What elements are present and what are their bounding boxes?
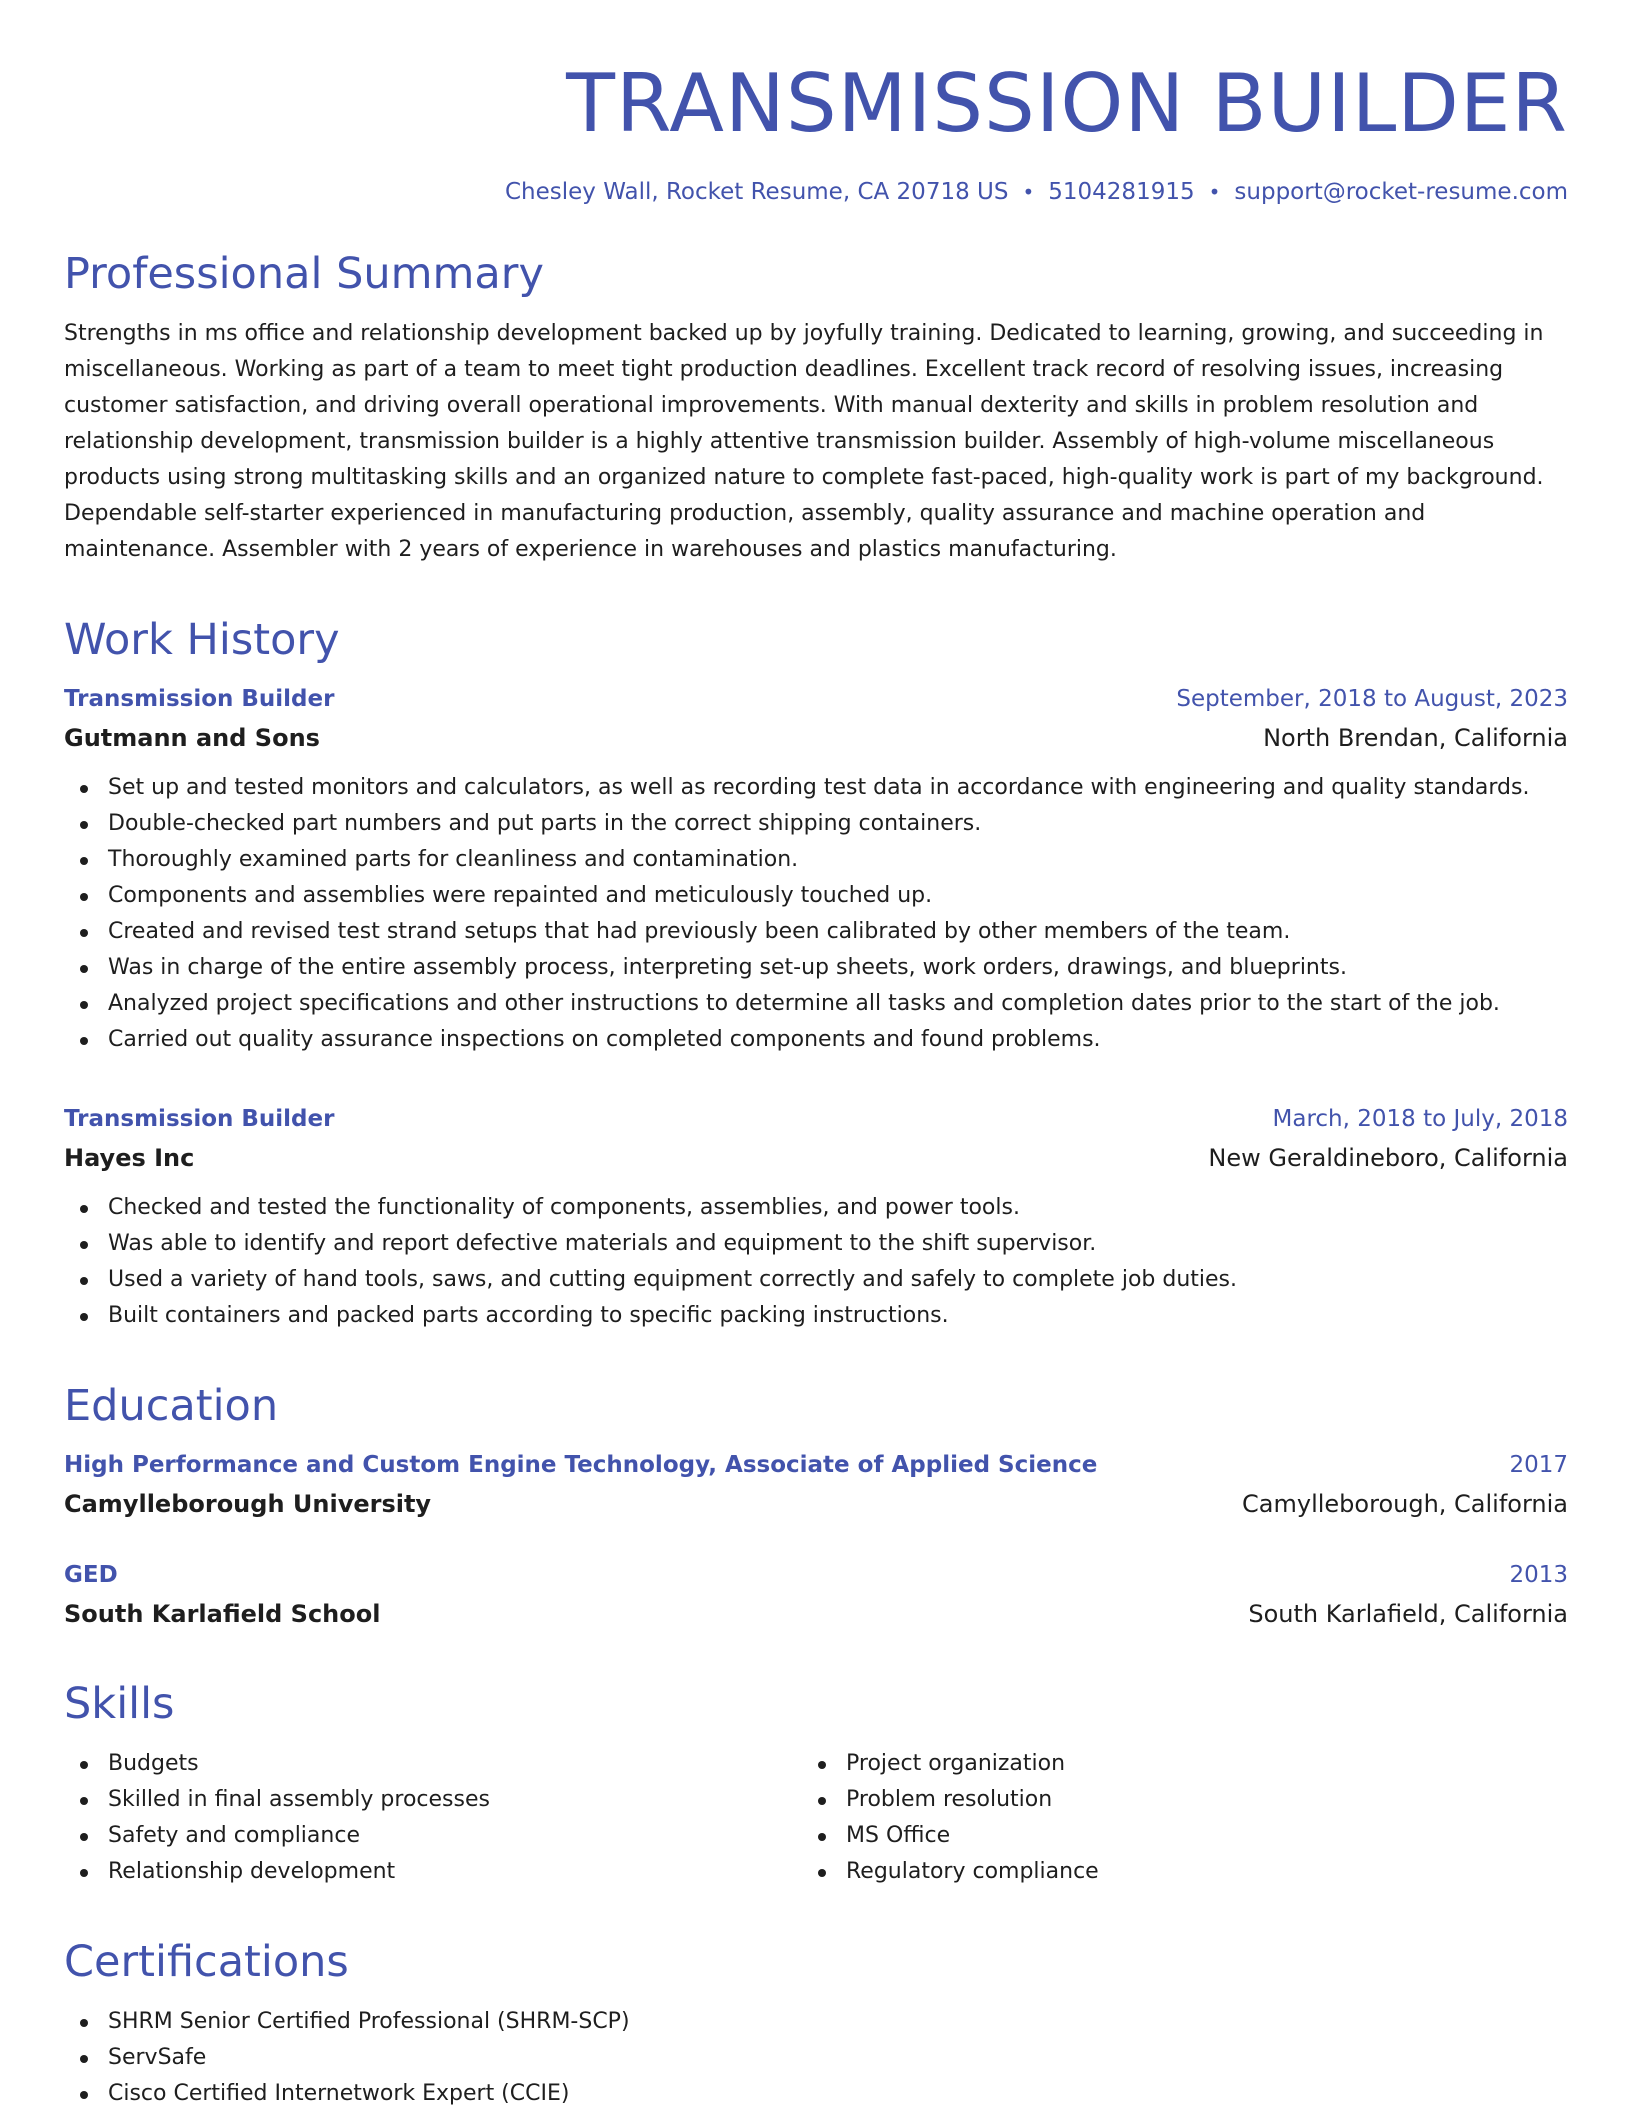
job-duties-list <box>64 770 1568 1058</box>
job-duty: Was in charge of the entire assembly process, interpreting set-up sheets, work orders, drawings, and blueprints. <box>64 950 1568 986</box>
skill-item: Regulatory compliance <box>802 1854 1540 1890</box>
job-company: Gutmann and Sons <box>64 724 320 752</box>
job-header-row <box>64 1102 1568 1136</box>
skill-item: Skilled in final assembly processes <box>64 1782 802 1818</box>
certifications-heading: Certifications <box>64 1937 349 1987</box>
job-duty: Built containers and packed parts according to specific packing instructions. <box>64 1298 1568 1334</box>
job-entry <box>64 682 1568 1058</box>
summary-text: Strengths in ms office and relationship development backed up by joyfully training. Dedicated to learning, growing, and succeeding in miscellaneous. Working as part of a team to meet tight production deadlines. Excellent track record of resolving issues, increasing customer satisfaction, and driving overall operational improvements. With manual dexterity and skills in problem resolution and relationship development, transmission builder is a highly attentive transmission builder. Assembly of high-volume miscellaneous products using strong multitasking skills and an organized nature to complete fast-paced, high-quality work is part of my background. Dependable self-starter experienced in manufacturing production, assembly, quality assurance and machine operation and maintenance. Assembler with 2 years of experience in warehouses and plastics manufacturing. <box>64 321 1544 562</box>
certification-item: Cisco Certified Internetwork Expert (CCIE) <box>64 2076 1568 2112</box>
job-entry <box>64 1102 1568 1334</box>
candidate-name: TRANSMISSION BUILDER <box>566 57 1568 150</box>
job-duty: Checked and tested the functionality of components, assemblies, and power tools. <box>64 1190 1568 1226</box>
job-duty: Double-checked part numbers and put parts in the correct shipping containers. <box>64 806 1568 842</box>
education-year: 2017 <box>1509 1452 1568 1478</box>
skills-grid <box>64 1746 1568 1890</box>
job-dates: March, 2018 to July, 2018 <box>1272 1106 1568 1132</box>
education-school-row <box>64 1486 1568 1522</box>
work-history-heading: Work History <box>64 615 340 665</box>
certification-item: ServSafe <box>64 2040 1568 2076</box>
skills-list-right <box>802 1746 1540 1890</box>
job-duty: Components and assemblies were repainted and meticulously touched up. <box>64 878 1568 914</box>
job-duty: Carried out quality assurance inspections on completed components and found problems. <box>64 1022 1568 1058</box>
education-school-row <box>64 1596 1568 1632</box>
job-duty: Used a variety of hand tools, saws, and cutting equipment correctly and safely to complete job duties. <box>64 1262 1568 1298</box>
education-location: South Karlafield, California <box>1248 1600 1568 1628</box>
education-header-row <box>64 1558 1568 1592</box>
contact-separator: • <box>1208 180 1221 204</box>
job-duties-list <box>64 1190 1568 1334</box>
job-header-row <box>64 682 1568 716</box>
certifications-list <box>64 2004 1568 2112</box>
skill-item: Project organization <box>802 1746 1540 1782</box>
job-dates: September, 2018 to August, 2023 <box>1176 686 1568 712</box>
job-company: Hayes Inc <box>64 1144 195 1172</box>
education-year: 2013 <box>1509 1562 1568 1588</box>
skill-item: Problem resolution <box>802 1782 1540 1818</box>
contact-email[interactable]: support@rocket-resume.com <box>1234 179 1568 205</box>
skills-heading: Skills <box>64 1679 175 1729</box>
skill-item: MS Office <box>802 1818 1540 1854</box>
education-degree: High Performance and Custom Engine Technology, Associate of Applied Science <box>64 1452 1098 1478</box>
job-company-row <box>64 720 1568 756</box>
certification-item: SHRM Senior Certified Professional (SHRM-SCP) <box>64 2004 1568 2040</box>
education-entry <box>64 1448 1568 1522</box>
contact-phone: 5104281915 <box>1048 179 1195 205</box>
education-school: Camylleborough University <box>64 1490 432 1518</box>
job-title: Transmission Builder <box>64 1106 335 1132</box>
job-duty: Thoroughly examined parts for cleanliness and contamination. <box>64 842 1568 878</box>
contact-line <box>64 176 1568 208</box>
job-location: North Brendan, California <box>1263 724 1568 752</box>
job-title: Transmission Builder <box>64 686 335 712</box>
summary-heading: Professional Summary <box>64 249 544 299</box>
skills-list-left <box>64 1746 802 1890</box>
job-duty: Was able to identify and report defective materials and equipment to the shift supervisor. <box>64 1226 1568 1262</box>
education-degree: GED <box>64 1562 118 1588</box>
job-duty: Analyzed project specifications and other instructions to determine all tasks and completion dates prior to the start of the job. <box>64 986 1568 1022</box>
job-duty: Set up and tested monitors and calculators, as well as recording test data in accordance with engineering and quality standards. <box>64 770 1568 806</box>
skill-item: Safety and compliance <box>64 1818 802 1854</box>
skill-item: Relationship development <box>64 1854 802 1890</box>
education-heading: Education <box>64 1381 279 1431</box>
skill-item: Budgets <box>64 1746 802 1782</box>
contact-separator: • <box>1022 180 1035 204</box>
job-location: New Geraldineboro, California <box>1208 1144 1568 1172</box>
job-duty: Created and revised test strand setups that had previously been calibrated by other members of the team. <box>64 914 1568 950</box>
education-school: South Karlafield School <box>64 1600 381 1628</box>
education-entry <box>64 1558 1568 1632</box>
job-company-row <box>64 1140 1568 1176</box>
education-header-row <box>64 1448 1568 1482</box>
contact-address: Chesley Wall, Rocket Resume, CA 20718 US <box>504 179 1009 205</box>
education-location: Camylleborough, California <box>1242 1490 1568 1518</box>
